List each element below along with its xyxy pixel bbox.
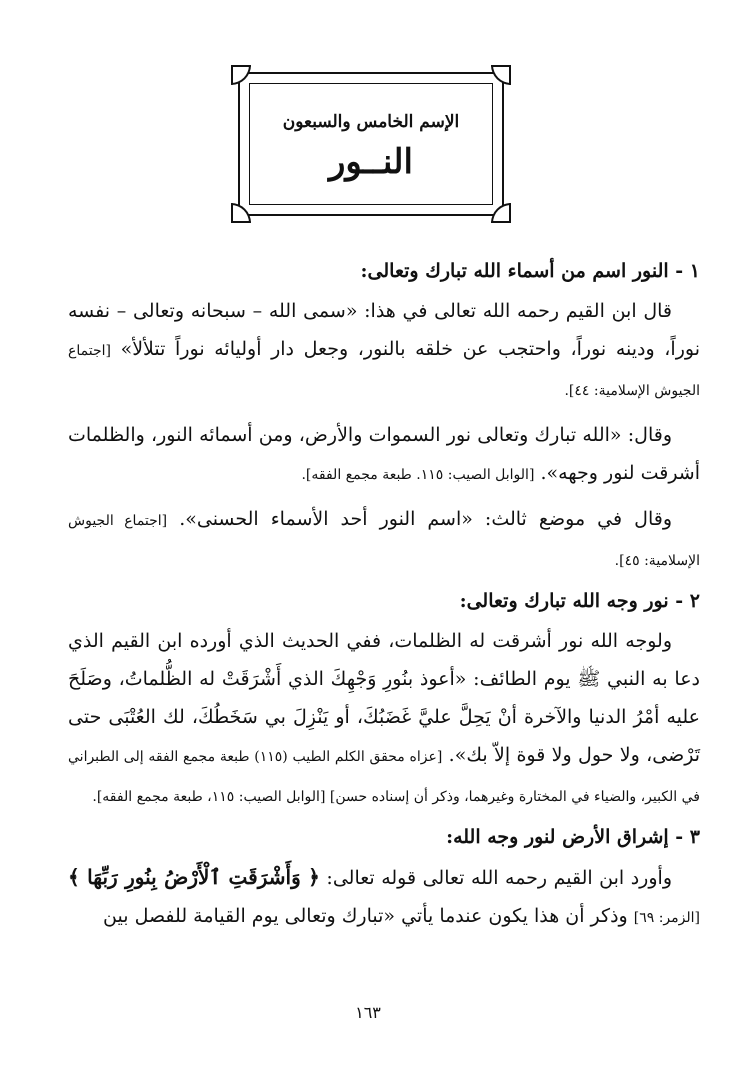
section-heading: ٣ - إشراق الأرض لنور وجه الله: <box>446 826 700 848</box>
paragraph <box>68 500 700 580</box>
paragraph-text: وقال في موضع ثالث: «اسم النور أحد الأسماء الحسنى». <box>179 508 672 530</box>
frame-corner-ornament <box>231 203 251 223</box>
frame-corner-ornament <box>491 203 511 223</box>
section-heading: ٢ - نور وجه الله تبارك وتعالى: <box>459 590 700 612</box>
paragraph <box>68 622 700 816</box>
title-frame-inner <box>249 83 493 205</box>
section-heading: ١ - النور اسم من أسماء الله تبارك وتعالى: <box>360 260 700 282</box>
quran-verse: ﴿ وَأَشْرَقَتِ ٱلْأَرْضُ بِنُورِ رَبِّهَا ﴾ <box>68 865 320 889</box>
chapter-subtitle: الإسم الخامس والسبعون <box>282 112 460 132</box>
citation: [اجتماع الجيوش الإسلامية: ٤٥]. <box>68 513 700 569</box>
page-body <box>68 250 700 943</box>
paragraph-text: وأورد ابن القيم رحمه الله تعالى قوله تعالى: <box>326 867 672 889</box>
paragraph-text: ولوجه الله نور أشرقت له الظلمات، ففي الحديث الذي أورده ابن القيم الذي دعا به النبي ﷺ يوم الطائف: «أعوذ بنُورِ وَجْهِكَ الذي أَشْرَقَتْ له الظُّلماتُ، وصَلَحَ عليه أمْرُ الدنيا والآخرة أنْ يَحِلَّ عليَّ غَضَبُكَ، أو يَنْزِلَ بي سَخَطُكَ، لك العُتْبَى حتى تَرْضى، ولا حول ولا قوة إلاّ بك». <box>68 630 700 766</box>
citation: [الزمر: ٦٩] <box>633 910 700 926</box>
citation: [الوابل الصيب: ١١٥. طبعة مجمع الفقه]. <box>301 467 535 483</box>
frame-corner-ornament <box>231 65 251 85</box>
paragraph <box>68 858 700 937</box>
frame-corner-ornament <box>491 65 511 85</box>
paragraph-text-continued: وذكر أن هذا يكون عندما يأتي «تبارك وتعالى يوم القيامة للفصل بين <box>103 905 628 927</box>
paragraph <box>68 416 700 494</box>
citation: [عزاه محقق الكلم الطيب (١١٥) طبعة مجمع الفقه إلى الطبراني في الكبير، والضياء في المختارة وغيرهما، وذكر أن إسناده حسن] [الوابل الصيب: ١١٥، طبعة مجمع الفقه]. <box>68 749 700 805</box>
page-number: ١٦٣ <box>355 1003 381 1022</box>
chapter-title: النــور <box>329 142 413 182</box>
paragraph-text: وقال: «الله تبارك وتعالى نور السموات والأرض، ومن أسمائه النور، والظلمات أشرقت لنور وجهه». <box>68 424 700 484</box>
paragraph <box>68 292 700 410</box>
paragraph-text: قال ابن القيم رحمه الله تعالى في هذا: «سمى الله – سبحانه وتعالى – نفسه نوراً، ودينه نوراً، واحتجب عن خلقه بالنور، وجعل دار أوليائه نوراً تتلألأ» <box>68 300 700 360</box>
citation: [اجتماع الجيوش الإسلامية: ٤٤]. <box>68 343 700 399</box>
title-frame <box>238 72 504 216</box>
